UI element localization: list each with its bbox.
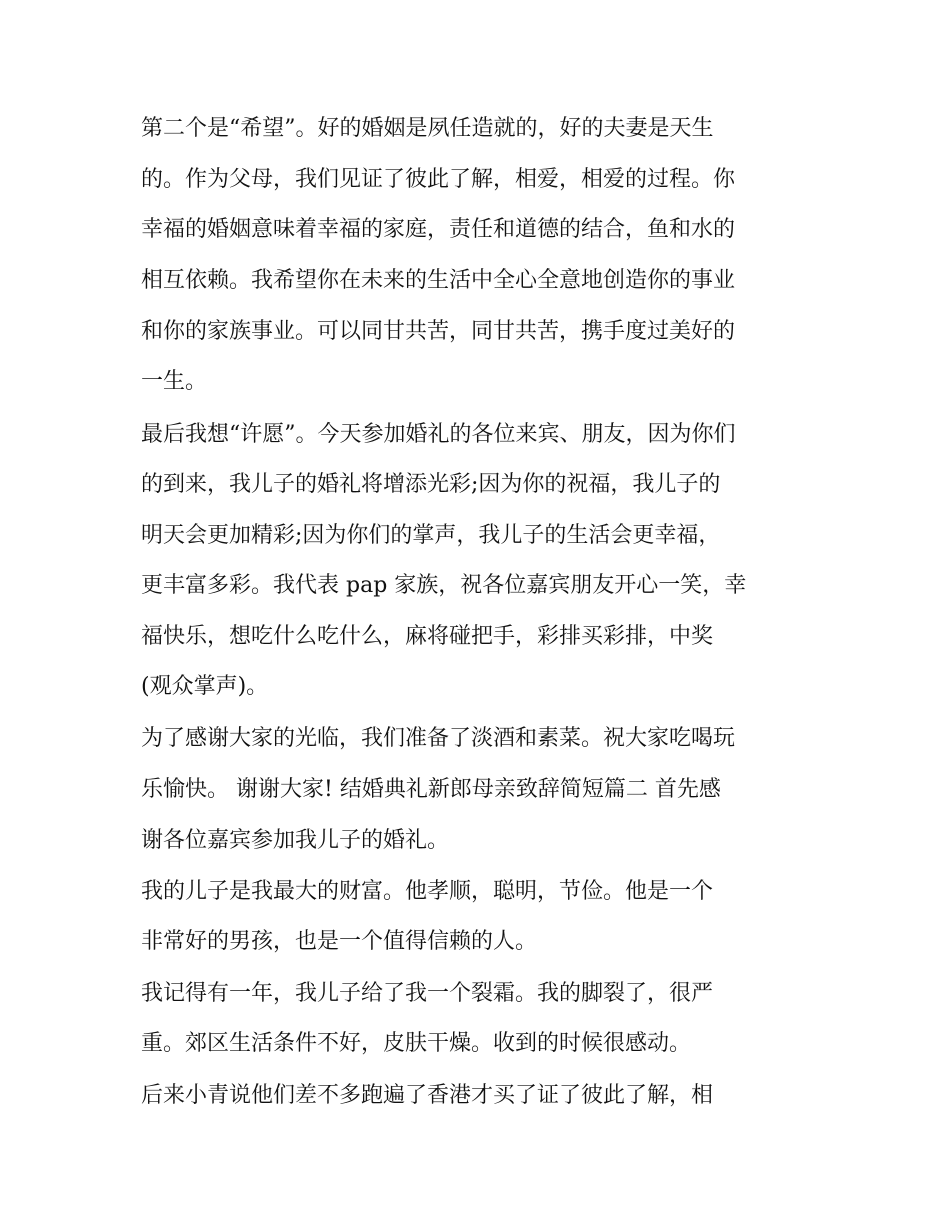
text-line-3: 幸福的婚姻意味着幸福的家庭，责任和道德的结合，鱼和水的 <box>141 217 736 242</box>
text-line-4: 相互依赖。我希望你在未来的生活中全心全意地创造你的事业 <box>141 268 736 293</box>
text-line-11: 福快乐，想吃什么吃什么，麻将碰把手，彩排买彩排，中奖 <box>141 624 714 649</box>
text-line-12: (观众掌声)。 <box>141 674 269 699</box>
text-line-7: 最后我想“许愿”。今天参加婚礼的各位来宾、朋友，因为你们 <box>141 422 736 447</box>
text-line-19: 重。郊区生活条件不好，皮肤干燥。收到的时候很感动。 <box>141 1031 692 1056</box>
text-line-16: 我的儿子是我最大的财富。他孝顺，聪明，节俭。他是一个 <box>141 879 714 904</box>
text-line-9: 明天会更加精彩;因为你们的掌声，我儿子的生活会更幸福， <box>141 523 721 548</box>
text-line-5: 和你的家族事业。可以同甘共苦，同甘共苦，携手度过美好的 <box>141 319 736 344</box>
text-line-18: 我记得有一年，我儿子给了我一个裂霜。我的脚裂了，很严 <box>141 981 714 1006</box>
text-line-8: 的到来，我儿子的婚礼将增添光彩;因为你的祝福，我儿子的 <box>141 472 721 497</box>
text-line-20: 后来小青说他们差不多跑遍了香港才买了证了彼此了解，相 <box>141 1083 714 1108</box>
text-line-1: 第二个是“希望”。好的婚姻是夙任造就的，好的夫妻是天生 <box>141 116 714 141</box>
text-line-2: 的。作为父母，我们见证了彼此了解，相爱，相爱的过程。你 <box>141 167 736 192</box>
text-line-14: 乐愉快。 谢谢大家! 结婚典礼新郎母亲致辞简短篇二 首先感 <box>141 777 721 802</box>
text-line-13: 为了感谢大家的光临，我们准备了淡酒和素菜。祝大家吃喝玩 <box>141 726 736 751</box>
text-line-15: 谢各位嘉宾参加我儿子的婚礼。 <box>141 828 450 853</box>
text-line-10: 更丰富多彩。我代表 pap 家族，祝各位嘉宾朋友开心一笑，幸 <box>141 573 747 598</box>
text-line-17: 非常好的男孩，也是一个值得信赖的人。 <box>141 929 538 954</box>
text-line-6: 一生。 <box>141 369 208 394</box>
